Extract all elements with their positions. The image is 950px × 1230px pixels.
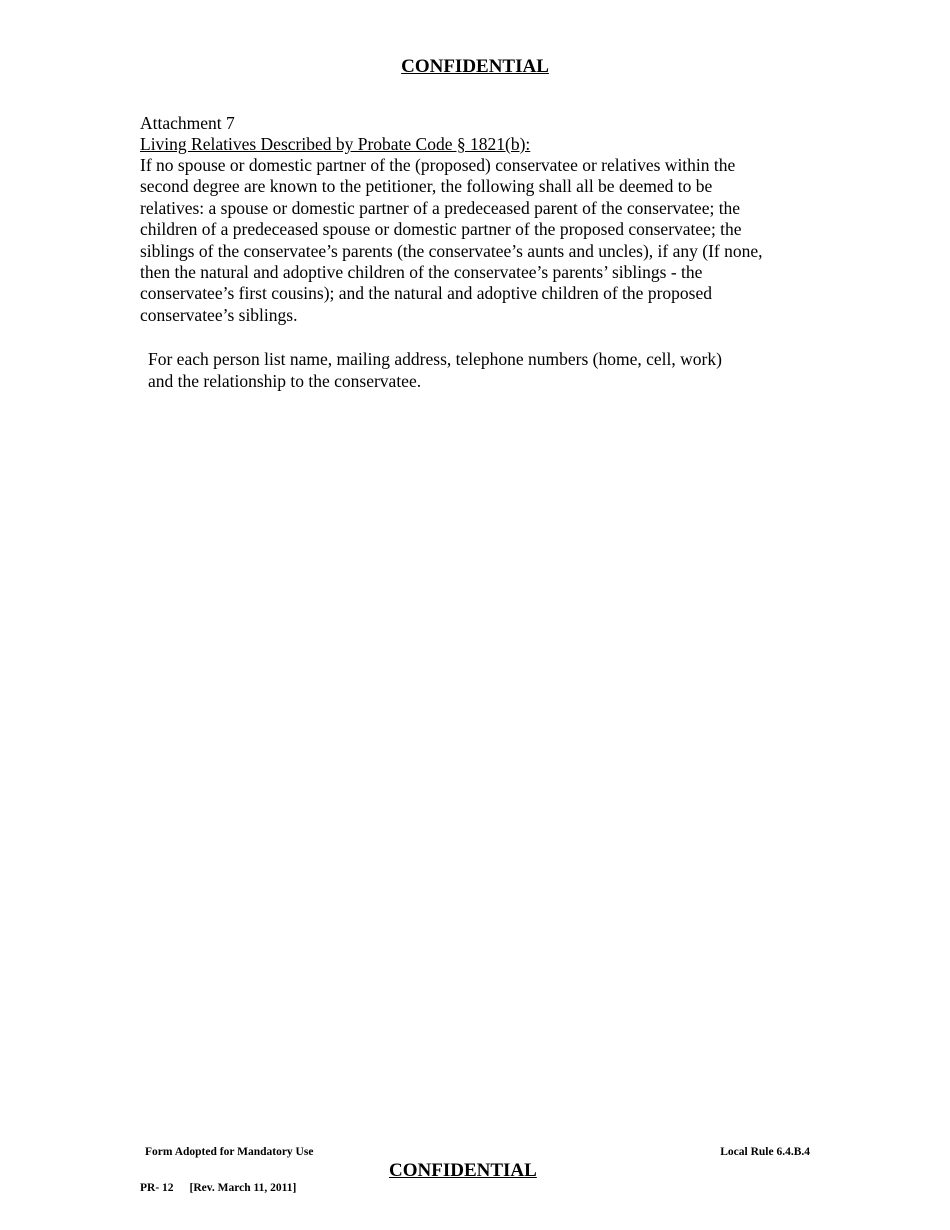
footer-form-id bbox=[140, 1181, 296, 1195]
footer-local-rule: Local Rule 6.4.B.4 bbox=[720, 1146, 810, 1158]
paragraph-line: children of a predeceased spouse or domestic partner of the proposed conservatee; the bbox=[140, 219, 742, 240]
confidential-heading: CONFIDENTIAL bbox=[401, 56, 549, 77]
paragraph-line: conservatee’s first cousins); and the natural and adoptive children of the proposed bbox=[140, 283, 712, 304]
section-heading: Living Relatives Described by Probate Code § 1821(b): bbox=[140, 134, 531, 154]
instruction-line: and the relationship to the conservatee. bbox=[148, 371, 422, 391]
paragraph-line: siblings of the conservatee’s parents (the conservatee’s aunts and uncles), if any (If none, bbox=[140, 240, 763, 261]
footer-confidential-heading: CONFIDENTIAL bbox=[389, 1160, 537, 1181]
relatives-definition-paragraph bbox=[140, 155, 820, 326]
footer-adoption-note: Form Adopted for Mandatory Use bbox=[145, 1146, 314, 1158]
attachment-label: Attachment 7 bbox=[140, 113, 235, 133]
paragraph-line: second degree are known to the petitioner, the following shall all be deemed to be bbox=[140, 176, 713, 197]
paragraph-line: conservatee’s siblings. bbox=[140, 304, 298, 325]
instruction-line: For each person list name, mailing address, telephone numbers (home, cell, work) bbox=[148, 349, 722, 369]
form-number: PR- 12 bbox=[140, 1182, 174, 1194]
paragraph-line: then the natural and adoptive children of the conservatee’s parents’ siblings - the bbox=[140, 262, 703, 283]
paragraph-line: If no spouse or domestic partner of the (proposed) conservatee or relatives within the bbox=[140, 155, 736, 175]
paragraph-line: relatives: a spouse or domestic partner of a predeceased parent of the conservatee; the bbox=[140, 197, 741, 218]
instruction-paragraph bbox=[148, 348, 828, 392]
revision-date: [Rev. March 11, 2011] bbox=[189, 1182, 297, 1194]
